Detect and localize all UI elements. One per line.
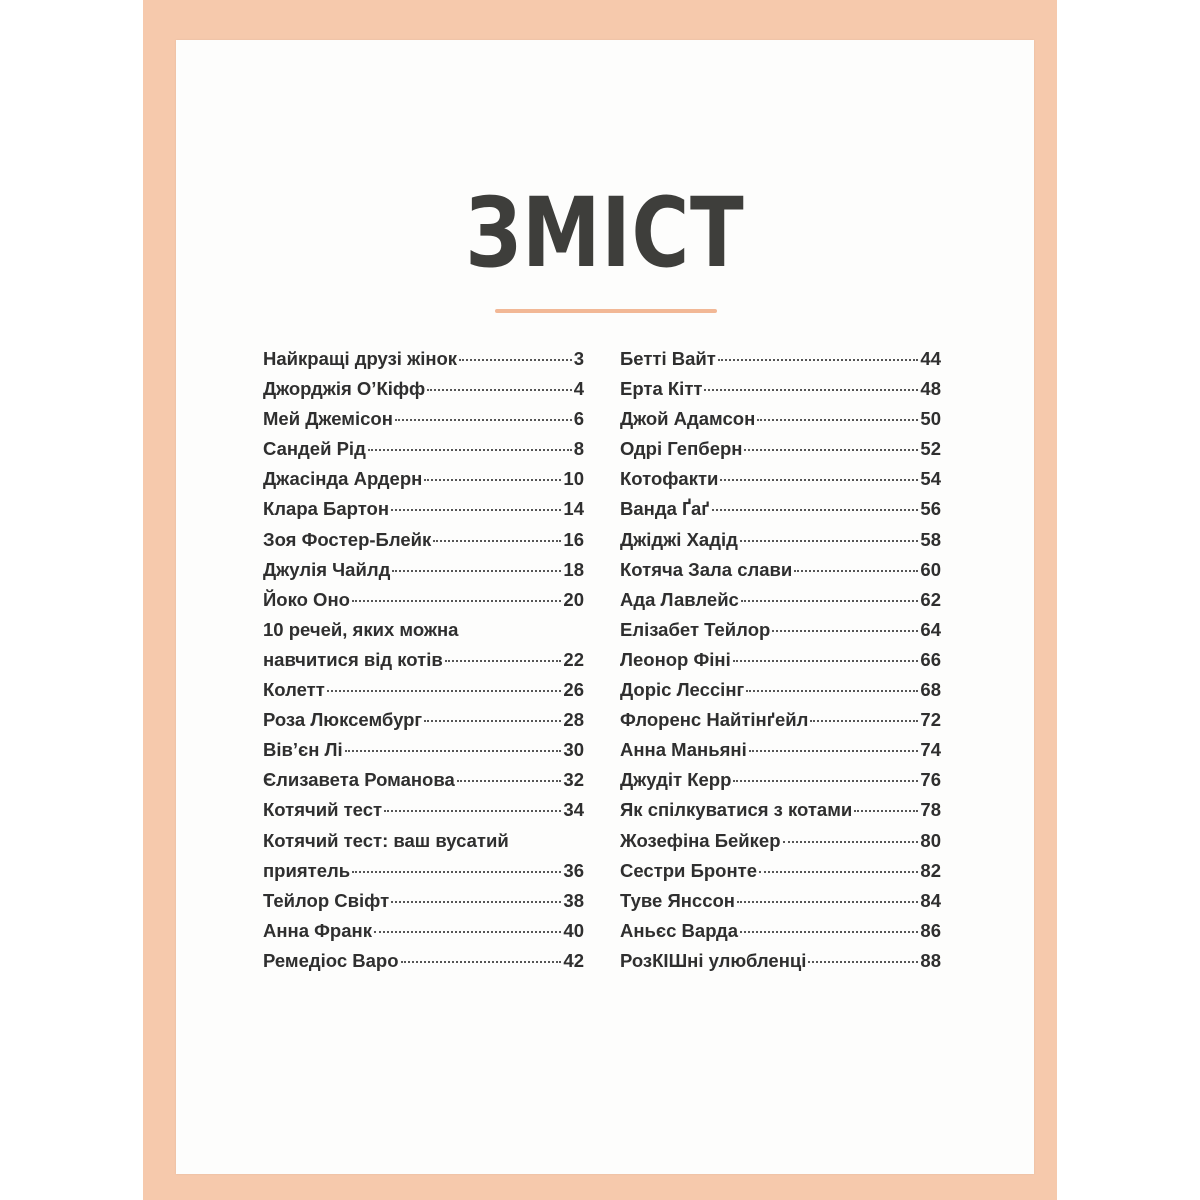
toc-dot-leader	[374, 931, 561, 933]
toc-dot-leader	[740, 931, 918, 933]
toc-page-number: 8	[573, 438, 584, 460]
toc-entry-title: Сестри Бронте	[620, 859, 757, 881]
toc-page-number: 44	[920, 348, 941, 369]
toc-entry	[263, 555, 584, 585]
toc-entry-title: Джулія Чайлд	[263, 558, 391, 580]
toc-dot-leader	[718, 359, 919, 361]
toc-page-number: 58	[920, 528, 941, 550]
toc-entry-title: Джасінда Ардерн	[263, 468, 423, 490]
toc-page-number: 14	[563, 498, 584, 520]
toc-page-number: 28	[563, 709, 584, 731]
toc-entry	[620, 916, 941, 946]
toc-page-number: 76	[920, 769, 941, 791]
toc-entry	[263, 585, 584, 615]
toc-dot-leader	[401, 961, 562, 963]
toc-entry	[620, 344, 941, 374]
toc-dot-leader	[345, 750, 562, 752]
toc-page-number: 16	[563, 528, 584, 550]
toc-dot-leader	[327, 690, 562, 692]
toc-page-number: 18	[563, 558, 584, 580]
toc-entry	[263, 525, 584, 555]
toc-dot-leader	[794, 570, 918, 572]
toc-entry-title: Вів’єн Лі	[263, 739, 343, 761]
toc-dot-leader	[712, 509, 919, 511]
toc-entry-title: Клара Бартон	[263, 498, 389, 520]
toc-entry	[620, 795, 941, 825]
toc-entry	[620, 765, 941, 795]
toc-page-number: 6	[573, 408, 584, 430]
toc-dot-leader	[741, 600, 919, 602]
toc-entry	[263, 856, 584, 886]
toc-entry	[263, 735, 584, 765]
toc-dot-leader	[445, 660, 562, 662]
toc-entry-title: Котяча Зала слави	[620, 558, 793, 580]
toc-page-number: 4	[573, 378, 584, 400]
toc-entry-title: Доріс Лессінг	[620, 679, 745, 701]
toc-entry-title: Ада Лавлейс	[620, 588, 739, 610]
toc-page-number: 38	[563, 889, 584, 911]
toc-entry-title: Тейлор Свіфт	[263, 889, 390, 911]
toc-entry-title: Джорджія О’Кіфф	[263, 378, 426, 400]
toc-entry	[263, 434, 584, 464]
toc-entry-title: Найкращі друзі жінок	[263, 348, 458, 369]
toc-page-number: 52	[920, 438, 941, 460]
toc-entry-title: Ерта Кітт	[620, 378, 703, 400]
toc-entry	[620, 826, 941, 856]
toc-dot-leader	[854, 810, 918, 812]
toc-entry	[620, 645, 941, 675]
toc-dot-leader	[772, 630, 918, 632]
toc-dot-leader	[352, 871, 561, 873]
toc-dot-leader	[424, 720, 561, 722]
toc-dot-leader	[459, 359, 572, 361]
toc-entry-title: Аньєс Варда	[620, 919, 739, 941]
toc-entry	[620, 374, 941, 404]
toc-page-number: 88	[920, 949, 941, 971]
toc-dot-leader	[395, 419, 572, 421]
toc-entry	[620, 555, 941, 585]
toc-entry-title: Колетт	[263, 679, 325, 701]
toc-entry-title: РозКІШні улюбленці	[620, 949, 807, 971]
toc-page-number: 78	[920, 799, 941, 821]
toc-entry	[263, 946, 584, 976]
toc-entry	[620, 675, 941, 705]
toc-dot-leader	[733, 780, 918, 782]
toc-entry	[620, 464, 941, 494]
toc-entry-title: Жозефіна Бейкер	[620, 829, 781, 851]
toc-dot-leader	[810, 720, 918, 722]
toc-dot-leader	[808, 961, 918, 963]
toc-entry	[620, 615, 941, 645]
toc-entry	[263, 404, 584, 434]
toc-page-number: 22	[563, 648, 584, 670]
toc-column-right	[620, 344, 941, 976]
toc-entry	[620, 886, 941, 916]
toc-dot-leader	[427, 389, 571, 391]
toc-entry-title: Котячий тест	[263, 799, 383, 821]
toc-page-number: 30	[563, 739, 584, 761]
toc-dot-leader	[746, 690, 918, 692]
toc-page-number: 26	[563, 679, 584, 701]
toc-entry-title: Ремедіос Варо	[263, 949, 399, 971]
toc-entry-title: Йоко Оно	[263, 588, 350, 610]
toc-dot-leader	[433, 540, 561, 542]
toc-dot-leader	[733, 660, 919, 662]
toc-entry-title: Леонор Фіні	[620, 648, 731, 670]
toc-page-number: 80	[920, 829, 941, 851]
toc-entry-title: Анна Франк	[263, 919, 372, 941]
toc-page-number: 36	[563, 859, 584, 881]
toc-page-number: 60	[920, 558, 941, 580]
page-title: ЗМІСТ	[465, 177, 745, 289]
toc-entry	[263, 344, 584, 374]
toc-entry-title: Флоренс Найтінґейл	[620, 709, 809, 731]
toc-entry-title: Котячий тест: ваш вусатий	[263, 829, 509, 851]
toc-entry-title: приятель	[263, 859, 351, 881]
toc-entry	[620, 434, 941, 464]
toc-dot-leader	[749, 750, 919, 752]
toc-entry	[263, 494, 584, 524]
toc-dot-leader	[384, 810, 561, 812]
toc-entry	[263, 826, 584, 856]
toc-dot-leader	[457, 780, 562, 782]
toc-entry	[263, 645, 584, 675]
toc-dot-leader	[391, 509, 561, 511]
toc-entry	[263, 675, 584, 705]
toc-dot-leader	[757, 419, 918, 421]
toc-entry-title: Роза Люксембург	[263, 709, 423, 731]
toc-entry	[620, 525, 941, 555]
toc-entry	[620, 946, 941, 976]
toc-page-number: 10	[563, 468, 584, 490]
toc-entry-title: Єлизавета Романова	[263, 769, 455, 791]
toc-page-number: 84	[920, 889, 941, 911]
toc-page-number: 20	[563, 588, 584, 610]
toc-page-number: 40	[563, 919, 584, 941]
toc-dot-leader	[368, 449, 572, 451]
toc-page-number: 42	[563, 949, 584, 971]
title-divider	[495, 309, 717, 313]
toc-page-number: 48	[920, 378, 941, 400]
toc-page-number: 56	[920, 498, 941, 520]
toc-page-number: 66	[920, 648, 941, 670]
toc-entry-title: навчитися від котів	[263, 648, 443, 670]
toc-entry	[263, 464, 584, 494]
toc-entry	[263, 916, 584, 946]
toc-entry-title: Котофакти	[620, 468, 719, 490]
toc-page-number: 3	[573, 348, 584, 369]
toc-page-number: 32	[563, 769, 584, 791]
toc-entry-title: Сандей Рід	[263, 438, 366, 460]
toc-entry-title: 10 речей, яких можна	[263, 618, 459, 640]
toc-dot-leader	[783, 841, 919, 843]
toc-dot-leader	[704, 389, 918, 391]
toc-page-number: 50	[920, 408, 941, 430]
toc-entry	[263, 795, 584, 825]
toc-entry	[620, 585, 941, 615]
toc-entry	[620, 404, 941, 434]
toc-page-number: 82	[920, 859, 941, 881]
toc-page-number: 72	[920, 709, 941, 731]
toc-page-number: 62	[920, 588, 941, 610]
toc-dot-leader	[424, 479, 561, 481]
toc-entry-title: Туве Янссон	[620, 889, 735, 911]
toc-page-number: 64	[920, 618, 941, 640]
toc-entry-title: Бетті Вайт	[620, 348, 716, 369]
toc-page-number: 86	[920, 919, 941, 941]
toc-entry	[263, 765, 584, 795]
toc-entry-title: Ванда Ґаґ	[620, 498, 710, 520]
toc-dot-leader	[391, 901, 561, 903]
toc-entry-title: Джой Адамсон	[620, 408, 756, 430]
toc-dot-leader	[740, 540, 919, 542]
toc-dot-leader	[392, 570, 561, 572]
toc-entry	[620, 735, 941, 765]
toc-entry	[620, 856, 941, 886]
toc-entry-title: Одрі Гепберн	[620, 438, 743, 460]
toc-dot-leader	[744, 449, 918, 451]
toc-dot-leader	[737, 901, 918, 903]
toc-entry	[620, 494, 941, 524]
toc-column-left	[263, 344, 584, 976]
toc-entry-title: Джудіт Керр	[620, 769, 732, 791]
toc-entry	[263, 705, 584, 735]
toc-entry-title: Зоя Фостер-Блейк	[263, 528, 432, 550]
toc-page-number: 68	[920, 679, 941, 701]
toc-entry-title: Як спілкуватися з котами	[620, 799, 853, 821]
toc-entry-title: Мей Джемісон	[263, 408, 393, 430]
toc-page-number: 34	[563, 799, 584, 821]
toc-dot-leader	[352, 600, 562, 602]
toc-entry	[263, 615, 584, 645]
toc-dot-leader	[720, 479, 918, 481]
toc-dot-leader	[759, 871, 918, 873]
toc-entry	[620, 705, 941, 735]
toc-entry	[263, 886, 584, 916]
toc-page-number: 54	[920, 468, 941, 490]
toc-entry	[263, 374, 584, 404]
toc-entry-title: Елізабет Тейлор	[620, 618, 771, 640]
toc-entry-title: Анна Маньяні	[620, 739, 747, 761]
toc-page-number: 74	[920, 739, 941, 761]
toc-entry-title: Джіджі Хадід	[620, 528, 738, 550]
